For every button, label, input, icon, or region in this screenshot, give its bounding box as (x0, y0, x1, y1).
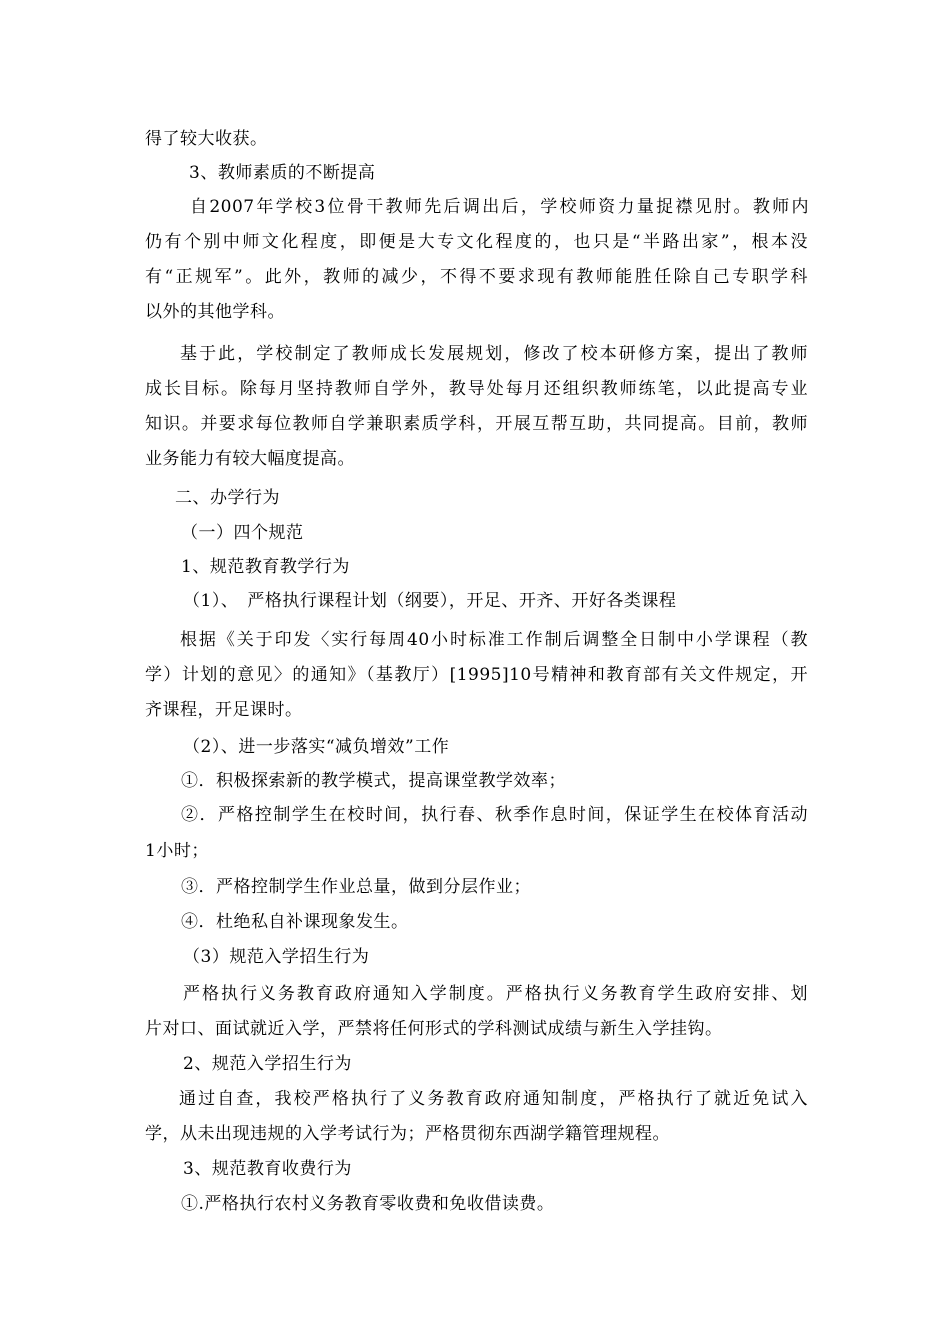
paragraph-line: 通过自查，我校严格执行了义务教育政府通知制度，严格执行了就近免试入 (179, 1089, 808, 1109)
list-item: ③．严格控制学生作业总量，做到分层作业； (181, 877, 531, 897)
paragraph-line: 片对口、面试就近入学，严禁将任何形式的学科测试成绩与新生入学挂钩。 (145, 1019, 723, 1039)
paragraph-line: 有“正规军”。此外，教师的减少，不得不要求现有教师能胜任除自己专职学科 (145, 267, 808, 287)
list-item: ①．积极探索新的教学模式，提高课堂教学效率； (181, 771, 566, 791)
paragraph-line: 业务能力有较大幅度提高。 (145, 449, 355, 469)
section-heading: （1）、 严格执行课程计划（纲要），开足、开齐、开好各类课程 (183, 591, 677, 611)
section-heading: 3、规范教育收费行为 (183, 1159, 352, 1179)
paragraph-line: 1小时； (145, 841, 209, 861)
section-heading: 3、教师素质的不断提高 (189, 163, 376, 183)
paragraph-line: 严格执行义务教育政府通知入学制度。严格执行义务教育学生政府安排、划 (183, 984, 808, 1004)
paragraph-line: 仍有个别中师文化程度，即便是大专文化程度的，也只是“半路出家”，根本没 (145, 232, 808, 252)
paragraph-line: 齐课程，开足课时。 (145, 700, 303, 720)
paragraph-line: 学）计划的意见〉的通知》（基教厅）[1995]10号精神和教育部有关文件规定，开 (145, 665, 808, 685)
paragraph-line: 根据《关于印发〈实行每周40小时标准工作制后调整全日制中小学课程（教 (180, 630, 808, 650)
section-heading: 1、规范教育教学行为 (181, 557, 350, 577)
paragraph-line: 成长目标。除每月坚持教师自学外，教导处每月还组织教师练笔，以此提高专业 (145, 379, 808, 399)
paragraph-line: 得了较大收获。 (145, 129, 268, 149)
list-item: ②．严格控制学生在校时间，执行春、秋季作息时间，保证学生在校体育活动 (181, 805, 808, 825)
section-heading: 二、办学行为 (175, 488, 280, 508)
section-heading: 2、规范入学招生行为 (183, 1054, 352, 1074)
section-heading: （3）规范入学招生行为 (183, 947, 370, 967)
list-item: ①.严格执行农村义务教育零收费和免收借读费。 (181, 1194, 555, 1214)
paragraph-line: 知识。并要求每位教师自学兼职素质学科，开展互帮互助，共同提高。目前，教师 (145, 414, 808, 434)
paragraph-line: 自2007年学校3位骨干教师先后调出后，学校师资力量捉襟见肘。教师内 (190, 197, 809, 217)
section-heading: （2）、进一步落实“减负增效”工作 (183, 737, 450, 757)
paragraph-line: 学，从未出现违规的入学考试行为；严格贯彻东西湖学籍管理规程。 (145, 1124, 670, 1144)
list-item: ④．杜绝私自补课现象发生。 (181, 912, 409, 932)
section-heading: （一）四个规范 (181, 523, 304, 543)
paragraph-line: 以外的其他学科。 (145, 302, 285, 322)
paragraph-line: 基于此，学校制定了教师成长发展规划，修改了校本研修方案，提出了教师 (180, 344, 808, 364)
